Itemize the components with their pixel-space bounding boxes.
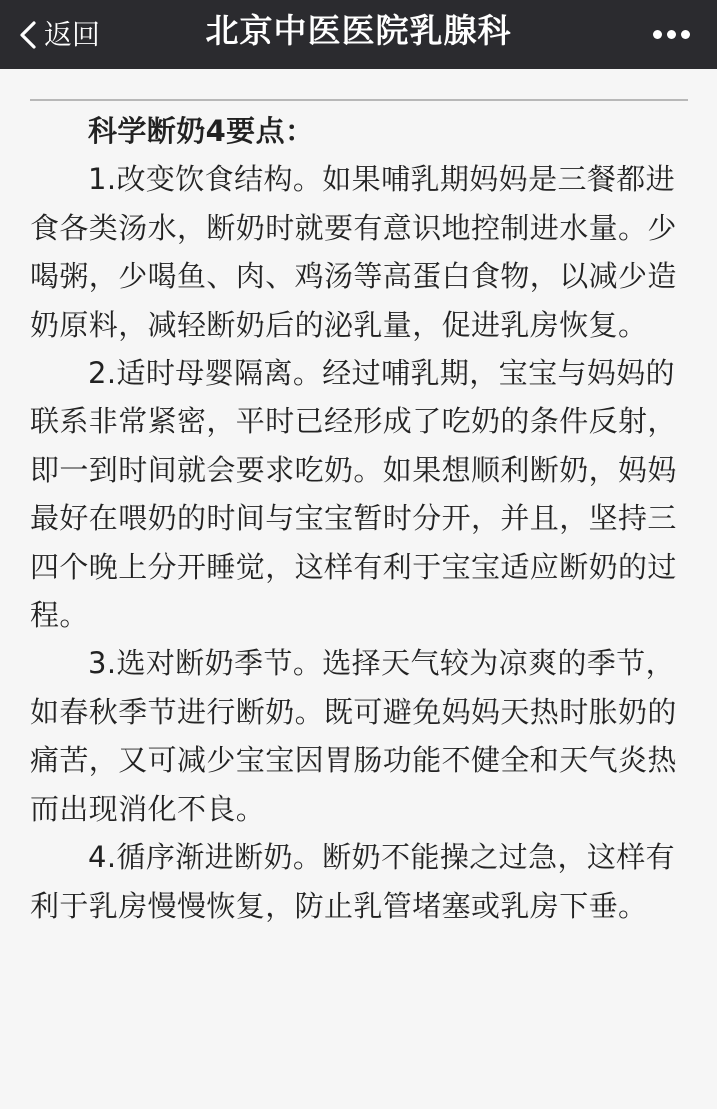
back-label: 返回 <box>44 18 101 51</box>
divider <box>30 99 688 101</box>
article-paragraph-4: 4.循序渐进断奶。断奶不能操之过急，这样有利于乳房慢慢恢复，防止乳管堵塞或乳房下垂。 <box>30 840 676 923</box>
more-dots-icon <box>653 30 690 39</box>
navigation-bar <box>0 0 717 69</box>
page-title: 北京中医医院乳腺科 <box>205 11 512 50</box>
more-options-button[interactable] <box>647 0 695 69</box>
article-body <box>30 107 686 930</box>
article-paragraph-3: 3.选对断奶季节。选择天气较为凉爽的季节，如春秋季节进行断奶。既可避免妈妈天热时胀奶的痛苦，又可减少宝宝因胃肠功能不健全和天气炎热而出现消化不良。 <box>30 646 677 826</box>
article-content <box>0 69 717 1109</box>
back-button[interactable] <box>18 0 100 69</box>
article-heading: 科学断奶4要点： <box>88 114 315 148</box>
chevron-left-icon <box>18 20 38 50</box>
article-paragraph-2: 2.适时母婴隔离。经过哺乳期，宝宝与妈妈的联系非常紧密，平时已经形成了吃奶的条件反射，即一到时间就会要求吃奶。如果想顺利断奶，妈妈最好在喂奶的时间与宝宝暂时分开，并且，坚持三四个晚上分开睡觉，这样有利于宝宝适应断奶的过程。 <box>30 356 677 633</box>
article-paragraph-1: 1.改变饮食结构。如果哺乳期妈妈是三餐都进食各类汤水，断奶时就要有意识地控制进水量。少喝粥，少喝鱼、肉、鸡汤等高蛋白食物，以减少造奶原料，减轻断奶后的泌乳量，促进乳房恢复。 <box>30 162 677 342</box>
